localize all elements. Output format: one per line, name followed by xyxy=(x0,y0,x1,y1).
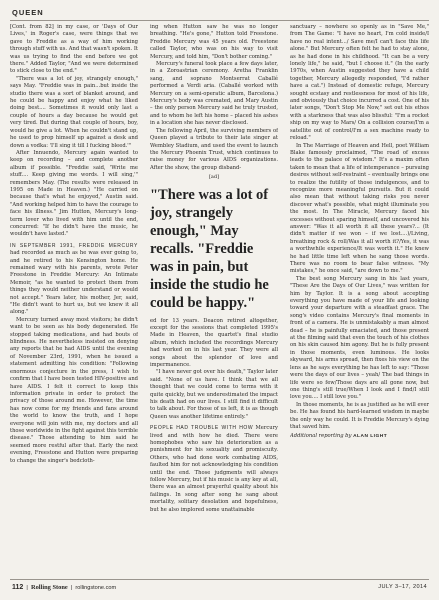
paragraph: After Innuendo, Mercury again wanted to keep on recording – and complete another album if possible. "Freddie said, 'Write me stuff.... Keep giving me words. I will sing,'" remembers May. (The results were released in 1995 on Made in Heaven.) "He carried on because that's what he enjoyed," Austin said. "And working helped him to have the courage to face his illness." Jim Hutton, Mercury's long-term lover who lived with him until the end, concurred: "If he didn't have the music, he wouldn't have lasted." xyxy=(10,149,138,238)
page-number: 112 xyxy=(12,584,24,591)
paragraph: ed for 13 years. Deacon retired altogether, except for the sessions that completed 1995's Made in Heaven, the quartet's final studio album, which included the recordings Mercury had worked on in his last year. They were all songs about the splendor of love and impermanence. xyxy=(150,317,278,368)
paragraph: In those moments, he is as justified as he will ever be. He has found his hard-learned wisdom in maybe the only way he could. It is Freddie Mercury's dying that saved him. xyxy=(290,401,429,430)
ad-marker: [ad] xyxy=(208,174,220,181)
page-header xyxy=(10,4,429,21)
paragraph-with-lead xyxy=(150,425,278,514)
credit-name: ALAN LIGHT xyxy=(353,434,388,440)
article-column-1 xyxy=(10,24,138,572)
paragraph: ing when Hutton saw he was no longer breathing. "He's gone," Hutton told Freestone. Freddie Mercury was 45 years old. Freestone called Taylor, who was on his way to visit Mercury, and told him, "Don't bother coming." xyxy=(150,24,278,60)
article-column-3 xyxy=(290,24,429,572)
issue-date: JULY 3–17, 2014 xyxy=(378,584,427,590)
paragraph: In The Marriage of Heaven and Hell, poet William Blake famously proclaimed, "The road of excess leads to the palace of wisdom." It's a maxim often taken to mean that a life of intemperance – pursuing desires without self-restraint – eventually brings one to realize the futility of those indulgences, and to recognize more meaningful pursuits. But it could also mean that without taking risks you never discover what's possible, what might illuminate you the most. In The Miracle, Mercury faced his excesses without sparing himself, and uncovered his answer: "Was it all worth it all these years?... (It didn't matter if we won – if we lost....)/Living, breathing rock & roll/Was it all worth it?/Yes, it was a worthwhile experience/It was worth it." He knew he had little time left when he sang those words. There was no room to bear false witness. "My mistakes," he once said, "are down to me." xyxy=(290,142,429,275)
paragraph: "I have never got over his death," Taylor later said. "None of us have. I think that we all thought that we could come to terms with it quite quickly, but we underestimated the impact his death had on our lives. I still find it difficult to talk about. For those of us left, it is as though Queen was another lifetime entirely." xyxy=(150,369,278,420)
footer-left: 112 | Rolling Stone | rollingstone.com xyxy=(12,584,117,591)
paragraph: [Cont. from 82] in my case, or 'Days of Our Lives,' in Roger's case, were things that we gave to Freddie as a way of him working through stuff with us. And that wasn't spoken. It was us trying to find the end before we got there." Added Taylor, "And we were determined to stick close to the end." xyxy=(10,24,138,75)
reporting-credit xyxy=(290,433,429,440)
credit-label: Additional reporting by xyxy=(290,433,352,440)
section-title: QUEEN xyxy=(12,8,44,17)
magazine-name: Rolling Stone xyxy=(30,584,68,591)
paragraph: The following April, the surviving members of Queen played a tribute to their late singer at Wembley Stadium, and used the event to launch the Mercury Phoenix Trust, which continues to raise money for various AIDS organizations. After the show, the group disband- xyxy=(150,127,278,171)
paragraph-body: Mercury lived and with how he died. There were homophobes who saw his deterioration as a punishment for his sexuality and promiscuity. Others, who had done work combating AIDS, faulted him for not acknowledging his condition until the end. Those judgments will always follow Mercury, but if his music is any key at all, there was an almost prayerful quality about his failings. In song after song he sang about mortality, solitary desolation and hopefulness, but he also implored some unattainable xyxy=(150,425,278,513)
page-footer xyxy=(10,579,429,594)
paragraph: "There was a lot of joy, strangely enough," says May. "Freddie was in pain...but inside the studio there was a sort of blanket around, and he could be happy and enjoy what he liked doing best.... Sometimes it would only last a couple of hours a day because he would get very tired. But during that couple of hours, boy, would he give a lot. When he couldn't stand up, he used to prop himself up against a desk and down a vodka: 'I'll sing it till I fucking bleed.'" xyxy=(10,75,138,149)
paragraph-with-lead xyxy=(10,243,138,317)
paragraph: Mercury's funeral took place a few days later, in a Zoroastrian ceremony. Aretha Franklin sang, and soprano Montserrat Caballé performed a Verdi aria. (Caballé worked with Mercury on a semi-operatic album, Barcelona.) Mercury's body was cremated, and Mary Austin – the only person Mercury said he truly trusted, and to whom he left his home – placed his ashes in a location she has never disclosed. xyxy=(150,61,278,127)
paragraph: Mercury turned away most visitors; he didn't want to be seen as his body degenerated. He stopped taking medications, and had bouts of blindness. He nevertheless insisted on denying any reports that he had AIDS until the evening of November 23rd, 1991, when he issued a statement admitting his condition: "Following enormous conjecture in the press, I wish to confirm that I have been tested HIV-positive and have AIDS. I felt it correct to keep this information private in order to protect the privacy of those around me. However, the time has now come for my friends and fans around the world to know the truth, and I hope everyone will join with me, my doctors and all those worldwide in the fight against this terrible disease." Those attending to him said he seemed more restful after that. Early the next evening, Freestone and Hutton were preparing to change the singer's bedcloth- xyxy=(10,316,138,464)
website-link[interactable]: rollingstone.com xyxy=(75,585,117,591)
section-lead-in: PEOPLE HAD TROUBLE WITH HOW xyxy=(150,425,254,432)
paragraph: The best song Mercury sang in his last years, "These Are the Days of Our Lives," was written for him by Taylor. It is a song about accepting everything you have made of your life and looking toward your departure with a steadfast grace. The song's video contains Mercury's final moments in front of a camera. He is unmistakably a man almost dead – he is painfully emaciated, and those present at the filming said that even the touch of his clothes on his skin caused him agony. But he is fully present in those moments, even luminous. He looks skyward, his arms spread, then fixes his view on the lens as he says everything he has left to say: "Those were the days of our lives – yeah/ The bad things in life were so few/Those days are all gone now, but one thing's still true/When I look and I find/I still love you.... I still love you." xyxy=(290,275,429,401)
paragraph: sanctuary – nowhere so openly as in "Save Me," from The Game: "I have no heart, I'm cold inside/I have no real intent.../ Save me/I can't face this life alone." But Mercury often felt he had to stay alone, as he had done in his childhood. "It can be a very lonely life," he said, "but I choose it." (In the early 1970s, when Austin suggested they have a child together, Mercury allegedly responded, "I'd rather have a cat.") Instead of domestic refuge, Mercury sought ecstasy and restlessness for most of his life, and obviously that choice incurred a cost. One of his later songs, "Don't Stop Me Now," set out his ethos with a starkness that was also blissful: "I'm a rocket ship on my way to Mars/ On a collision course/I'm a satellite out of control/I'm a sex machine ready to reload." xyxy=(290,24,429,142)
pull-quote: "There was a lot of joy, strangely enough," May recalls. "Freddie was in pain, but inside the studio he could be happy." xyxy=(150,186,269,311)
section-lead-in: IN SEPTEMBER 1991, FREDDIE MERCURY xyxy=(10,242,138,249)
article-column-2 xyxy=(150,24,278,572)
paragraph-body: had recorded as much as he was ever going to, and he retired to his Kensington home. He remained wary with his parents, wrote Peter Freestone in Freddie Mercury: An Intimate Memoir, "as he wanted to protect them from things they would neither understand or would not accept." Years later, his mother, Jer, said, "He didn't want to hurt us, but we knew it all along." xyxy=(10,250,138,316)
